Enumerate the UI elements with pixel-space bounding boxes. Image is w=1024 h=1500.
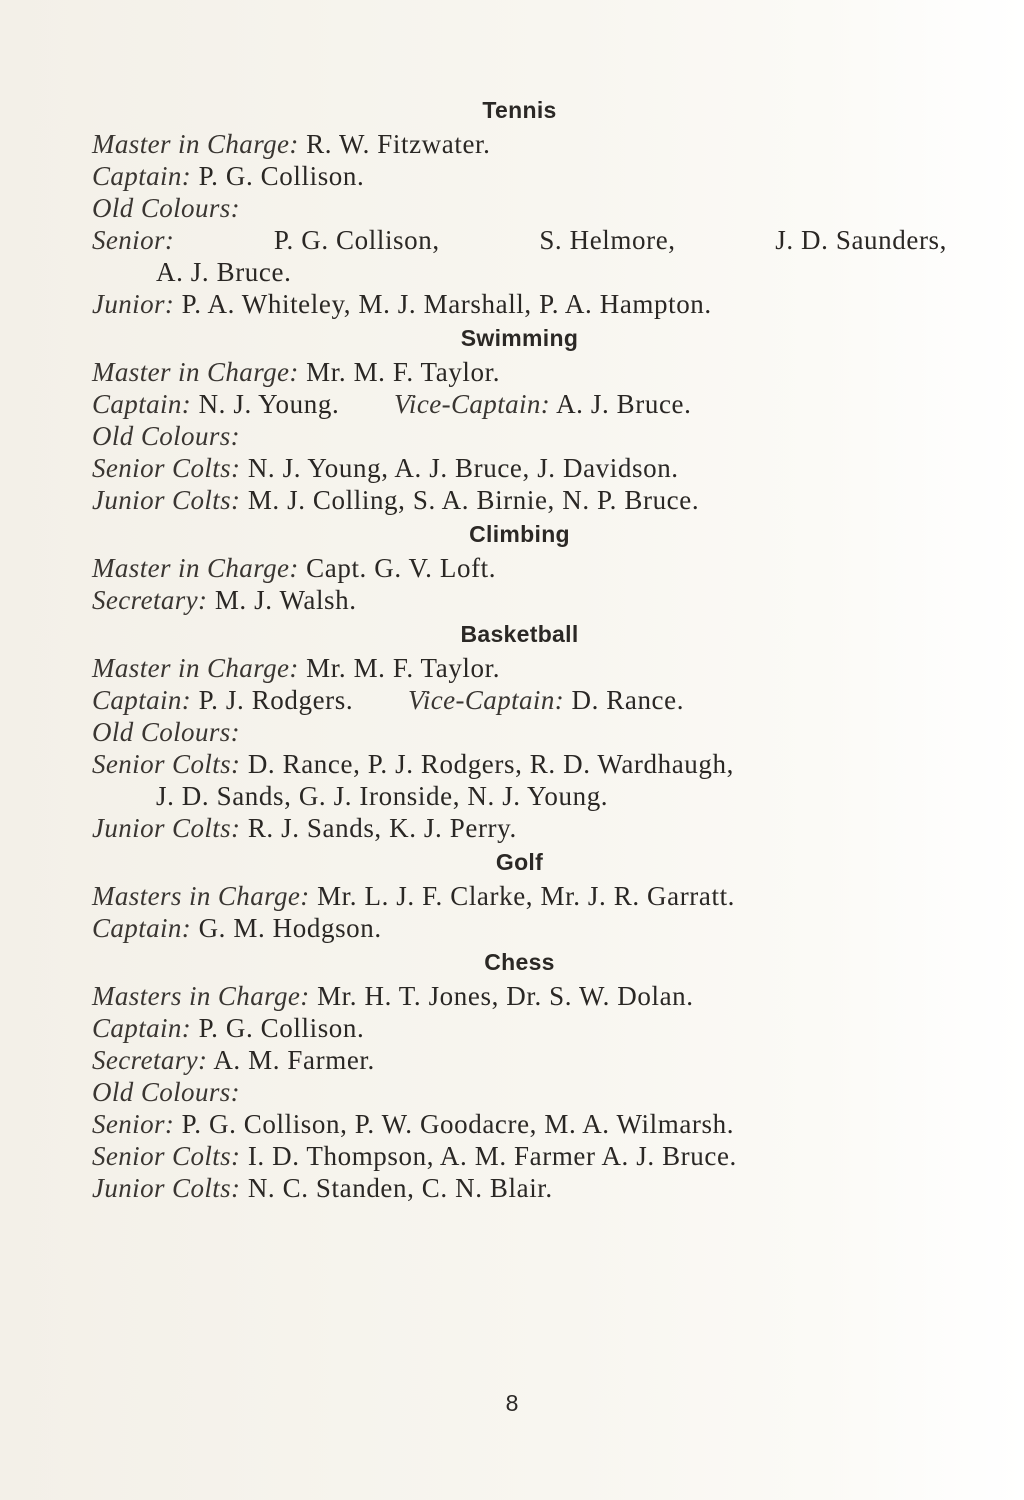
- tennis-master-label: Master in Charge:: [92, 129, 299, 159]
- section-swimming: [92, 320, 952, 516]
- swimming-senior-colts-line: [92, 452, 952, 484]
- page-content: [92, 92, 952, 1204]
- heading-basketball: Basketball: [460, 621, 579, 647]
- climbing-secretary-value: M. J. Walsh.: [214, 585, 357, 615]
- section-tennis: [92, 92, 952, 320]
- swimming-vice-label: Vice-Captain:: [394, 389, 551, 419]
- basketball-old-colours-label: Old Colours:: [92, 717, 241, 747]
- swimming-old-colours-line: [92, 420, 952, 452]
- swimming-senior-colts-label: Senior Colts:: [92, 453, 241, 483]
- basketball-captain-value: P. J. Rodgers.: [198, 685, 354, 715]
- tennis-senior-name-3: J. D. Saunders,: [775, 225, 947, 255]
- heading-chess: Chess: [484, 949, 555, 975]
- swimming-junior-colts-label: Junior Colts:: [92, 485, 241, 515]
- basketball-senior-colts-value: D. Rance, P. J. Rodgers, R. D. Wardhaugh,: [247, 749, 734, 779]
- chess-senior-value: P. G. Collison, P. W. Goodacre, M. A. Wilmarsh.: [181, 1109, 735, 1139]
- tennis-captain-line: [92, 160, 952, 192]
- chess-captain-value: P. G. Collison.: [198, 1013, 365, 1043]
- swimming-junior-colts-value: M. J. Colling, S. A. Birnie, N. P. Bruce.: [247, 485, 700, 515]
- climbing-master-line: [92, 552, 952, 584]
- tennis-master-value: R. W. Fitzwater.: [306, 129, 491, 159]
- chess-senior-label: Senior:: [92, 1109, 175, 1139]
- chess-senior-colts-label: Senior Colts:: [92, 1141, 241, 1171]
- golf-captain-label: Captain:: [92, 913, 192, 943]
- climbing-secretary-line: [92, 584, 952, 616]
- basketball-junior-colts-line: [92, 812, 952, 844]
- basketball-senior-colts-cont: J. D. Sands, G. J. Ironside, N. J. Young.: [156, 781, 609, 811]
- swimming-captain-value: N. J. Young.: [198, 389, 340, 419]
- basketball-senior-colts-cont-line: [92, 780, 952, 812]
- chess-captain-label: Captain:: [92, 1013, 192, 1043]
- climbing-master-value: Capt. G. V. Loft.: [306, 553, 497, 583]
- chess-old-colours-line: [92, 1076, 952, 1108]
- swimming-master-line: [92, 356, 952, 388]
- basketball-senior-colts-line: [92, 748, 952, 780]
- swimming-captain-line: [92, 388, 952, 420]
- chess-senior-line: [92, 1108, 952, 1140]
- basketball-master-label: Master in Charge:: [92, 653, 299, 683]
- tennis-senior-name-1: P. G. Collison,: [273, 225, 440, 255]
- chess-masters-label: Masters in Charge:: [92, 981, 310, 1011]
- chess-secretary-value: A. M. Farmer.: [213, 1045, 375, 1075]
- tennis-senior-name-2: S. Helmore,: [539, 225, 676, 255]
- swimming-junior-colts-line: [92, 484, 952, 516]
- basketball-junior-colts-value: R. J. Sands, K. J. Perry.: [247, 813, 517, 843]
- climbing-secretary-label: Secretary:: [92, 585, 208, 615]
- section-basketball: [92, 616, 952, 844]
- basketball-vice-label: Vice-Captain:: [407, 685, 565, 715]
- heading-tennis: Tennis: [482, 97, 557, 123]
- page-number: 8: [505, 1390, 519, 1416]
- basketball-junior-colts-label: Junior Colts:: [92, 813, 241, 843]
- golf-masters-label: Masters in Charge:: [92, 881, 310, 911]
- chess-masters-line: [92, 980, 952, 1012]
- swimming-master-value: Mr. M. F. Taylor.: [306, 357, 501, 387]
- chess-senior-colts-value: I. D. Thompson, A. M. Farmer A. J. Bruce.: [247, 1141, 737, 1171]
- chess-masters-value: Mr. H. T. Jones, Dr. S. W. Dolan.: [317, 981, 694, 1011]
- basketball-captain-line: [92, 684, 952, 716]
- chess-junior-colts-value: N. C. Standen, C. N. Blair.: [247, 1173, 553, 1203]
- tennis-senior-label: Senior:: [92, 225, 175, 255]
- heading-golf: Golf: [495, 849, 544, 875]
- basketball-old-colours-line: [92, 716, 952, 748]
- basketball-vice-value: D. Rance.: [571, 685, 685, 715]
- golf-captain-line: [92, 912, 952, 944]
- golf-masters-line: [92, 880, 952, 912]
- tennis-old-colours-label: Old Colours:: [92, 193, 241, 223]
- swimming-captain-label: Captain:: [92, 389, 192, 419]
- heading-swimming: Swimming: [460, 325, 579, 351]
- basketball-master-value: Mr. M. F. Taylor.: [306, 653, 501, 683]
- basketball-senior-colts-label: Senior Colts:: [92, 749, 241, 779]
- basketball-captain-label: Captain:: [92, 685, 192, 715]
- golf-masters-value: Mr. L. J. F. Clarke, Mr. J. R. Garratt.: [317, 881, 736, 911]
- tennis-captain-value: P. G. Collison.: [198, 161, 365, 191]
- tennis-senior-cont-line: [92, 256, 952, 288]
- tennis-junior-label: Junior:: [92, 289, 175, 319]
- swimming-old-colours-label: Old Colours:: [92, 421, 241, 451]
- tennis-junior-line: [92, 288, 952, 320]
- section-golf: [92, 844, 952, 944]
- tennis-master-line: [92, 128, 952, 160]
- swimming-vice-value: A. J. Bruce.: [556, 389, 692, 419]
- chess-secretary-line: [92, 1044, 952, 1076]
- section-climbing: [92, 516, 952, 616]
- tennis-junior-value: P. A. Whiteley, M. J. Marshall, P. A. Hampton.: [181, 289, 712, 319]
- chess-junior-colts-line: [92, 1172, 952, 1204]
- chess-senior-colts-line: [92, 1140, 952, 1172]
- section-chess: [92, 944, 952, 1204]
- tennis-old-colours-line: [92, 192, 952, 224]
- tennis-senior-cont: A. J. Bruce.: [156, 257, 292, 287]
- tennis-senior-line: [92, 224, 947, 256]
- chess-secretary-label: Secretary:: [92, 1045, 208, 1075]
- chess-old-colours-label: Old Colours:: [92, 1077, 241, 1107]
- tennis-captain-label: Captain:: [92, 161, 192, 191]
- chess-junior-colts-label: Junior Colts:: [92, 1173, 241, 1203]
- heading-climbing: Climbing: [469, 521, 570, 547]
- swimming-senior-colts-value: N. J. Young, A. J. Bruce, J. Davidson.: [247, 453, 679, 483]
- chess-captain-line: [92, 1012, 952, 1044]
- golf-captain-value: G. M. Hodgson.: [198, 913, 382, 943]
- basketball-master-line: [92, 652, 952, 684]
- climbing-master-label: Master in Charge:: [92, 553, 299, 583]
- swimming-master-label: Master in Charge:: [92, 357, 299, 387]
